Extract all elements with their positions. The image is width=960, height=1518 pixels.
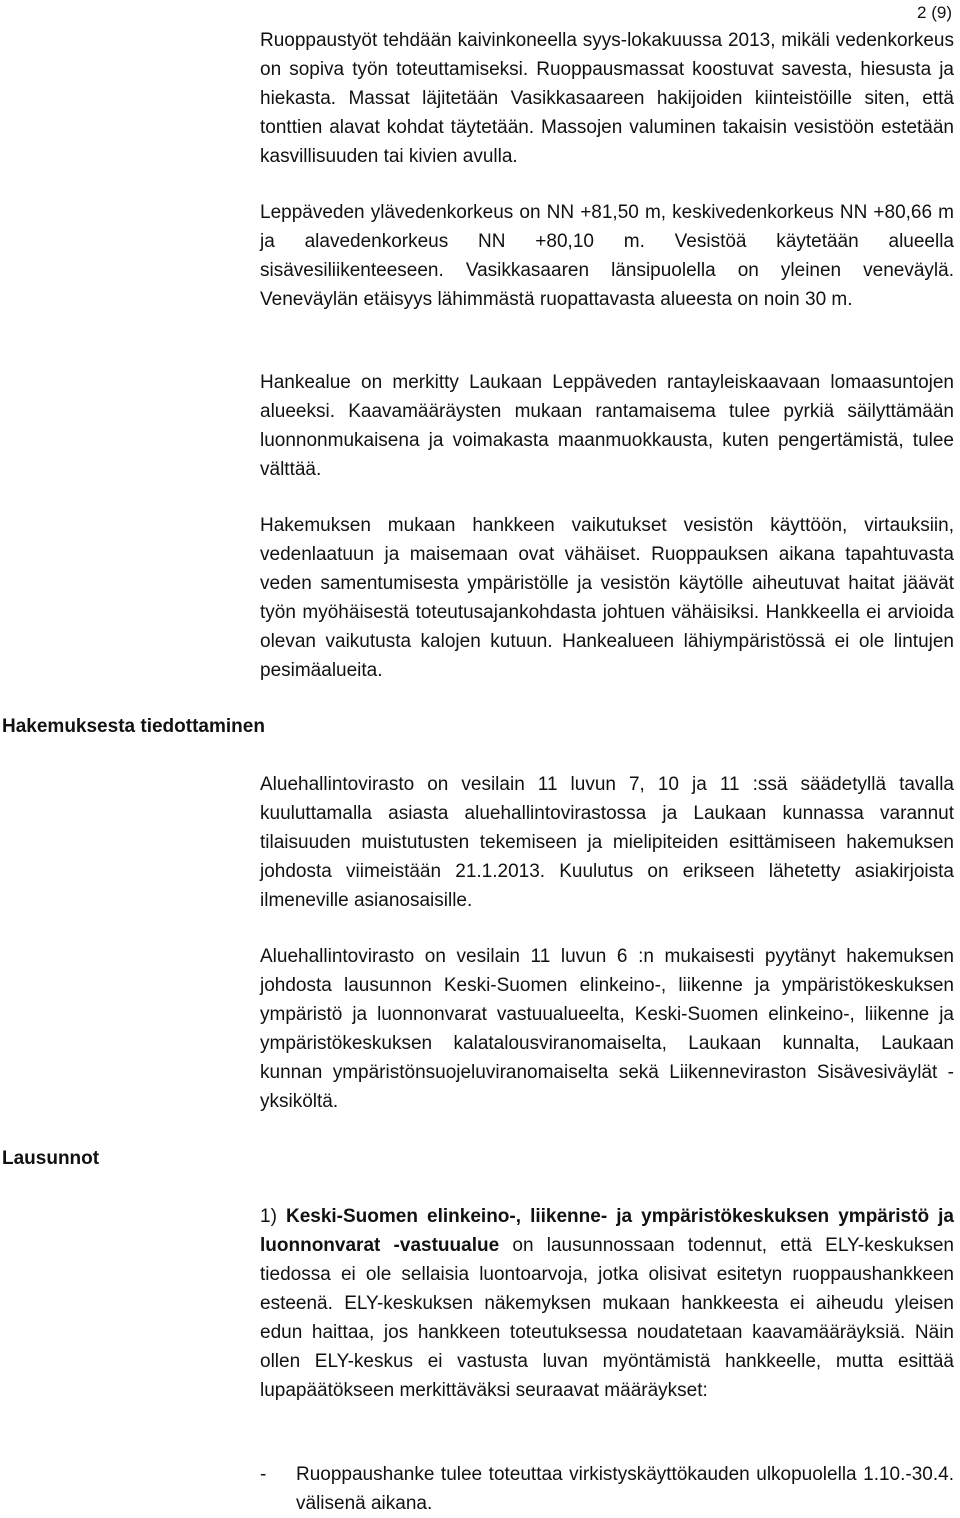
list-item <box>260 1460 954 1518</box>
paragraph-dredging-work: Ruoppaustyöt tehdään kaivinkoneella syys-lokakuussa 2013, mikäli vedenkorkeus on sopiva työn toteuttamiseksi. Ruoppausmassat koostuvat savesta, hiesusta ja hiekasta. Massat läjitetään Vasikkasaareen hakijoiden kiinteistöille siten, että tonttien alavat kohdat täytetään. Massojen valuminen takaisin vesistöön estetään kasvillisuuden tai kivien avulla. <box>260 30 954 167</box>
side-heading-statements: Lausunnot <box>2 1148 100 1169</box>
paragraph-water-levels: Leppäveden ylävedenkorkeus on NN +81,50 m, keskivedenkorkeus NN +80,66 m ja alavedenkorkeus NN +80,10 m. Vesistöä käytetään alueella sisävesiliikenteeseen. Vasikkasaaren länsipuolella on yleinen veneväylä. Veneväylän etäisyys lähimmästä ruopattavasta alueesta on noin 30 m. <box>260 202 954 310</box>
paragraph-statement-requests: Aluehallintovirasto on vesilain 11 luvun 6 :n mukaisesti pyytänyt hakemuksen johdosta lausunnon Keski-Suomen elinkeino-, liikenne ja ympäristökeskuksen ympäristö ja luonnonvarat vastuualueelta, Keski-Suomen elinkeino-, liikenne ja ympäristökeskuksen kalatalousviranomaiselta, Laukaan kunnalta, Laukaan kunnan ympäristönsuojeluviranomaiselta sekä Liikenneviraston Sisävesiväylät -yksiköltä. <box>260 946 954 1112</box>
side-heading-announcement: Hakemuksesta tiedottaminen <box>2 716 265 737</box>
paragraph-ely-statement <box>260 1202 954 1405</box>
statement-authority: Keski-Suomen elinkeino-, liikenne- ja ympäristökeskuksen ympäristö ja luonnonvarat -vastuualue <box>260 1206 954 1256</box>
paragraph-announcement: Aluehallintovirasto on vesilain 11 luvun 7, 10 ja 11 :ssä säädetyllä tavalla kuuluttamalla asiasta aluehallintovirastossa ja Laukaan kunnassa varannut tilaisuuden muistutusten tekemiseen ja mielipiteiden esittämiseen hakemuksen johdosta viimeistään 21.1.2013. Kuulutus on erikseen lähetetty asiakirjoista ilmeneville asianosaisille. <box>260 774 954 911</box>
statement-body: on lausunnossaan todennut, että ELY-keskuksen tiedossa ei ole sellaisia luontoarvoja, jotka olisivat esitetyn ruoppaushankkeen esteenä. ELY-keskuksen näkemyksen mukaan hankkeesta ei aiheudu yleisen edun haittaa, jos hankkeen toteutuksessa noudatetaan kaavamääräyksiä. Näin ollen ELY-keskus ei vastusta luvan myöntämistä hankkeelle, mutta esittää lupapäätökseen merkittäväksi seuraavat määräykset: <box>260 1235 955 1401</box>
list-item-text: Ruoppaushanke tulee toteuttaa virkistyskäyttökauden ulkopuolella 1.10.-30.4. välisenä aikana. <box>296 1464 954 1514</box>
statement-number: 1) <box>260 1206 286 1227</box>
paragraph-zoning: Hankealue on merkitty Laukaan Leppäveden rantayleiskaavaan lomaasuntojen alueeksi. Kaavamääräysten mukaan rantamaisema tulee pyrkiä säilyttämään luonnonmukaisena ja voimakasta maanmuokkausta, kuten pengertämistä, tulee välttää. <box>260 372 954 480</box>
list-item-marker: - <box>260 1464 267 1485</box>
page-number: 2 (9) <box>917 3 952 22</box>
paragraph-impacts: Hakemuksen mukaan hankkeen vaikutukset vesistön käyttöön, virtauksiin, vedenlaatuun ja maisemaan ovat vähäiset. Ruoppauksen aikana tapahtuvasta veden samentumisesta ympäristölle ja vesistön käytölle aiheutuvat haitat jäävät työn myöhäisestä toteutusajankohdasta johtuen vähäisiksi. Hankkeella ei arvioida olevan vaikutusta kalojen kutuun. Hankealueen lähiympäristössä ei ole lintujen pesimäalueita. <box>260 515 954 681</box>
